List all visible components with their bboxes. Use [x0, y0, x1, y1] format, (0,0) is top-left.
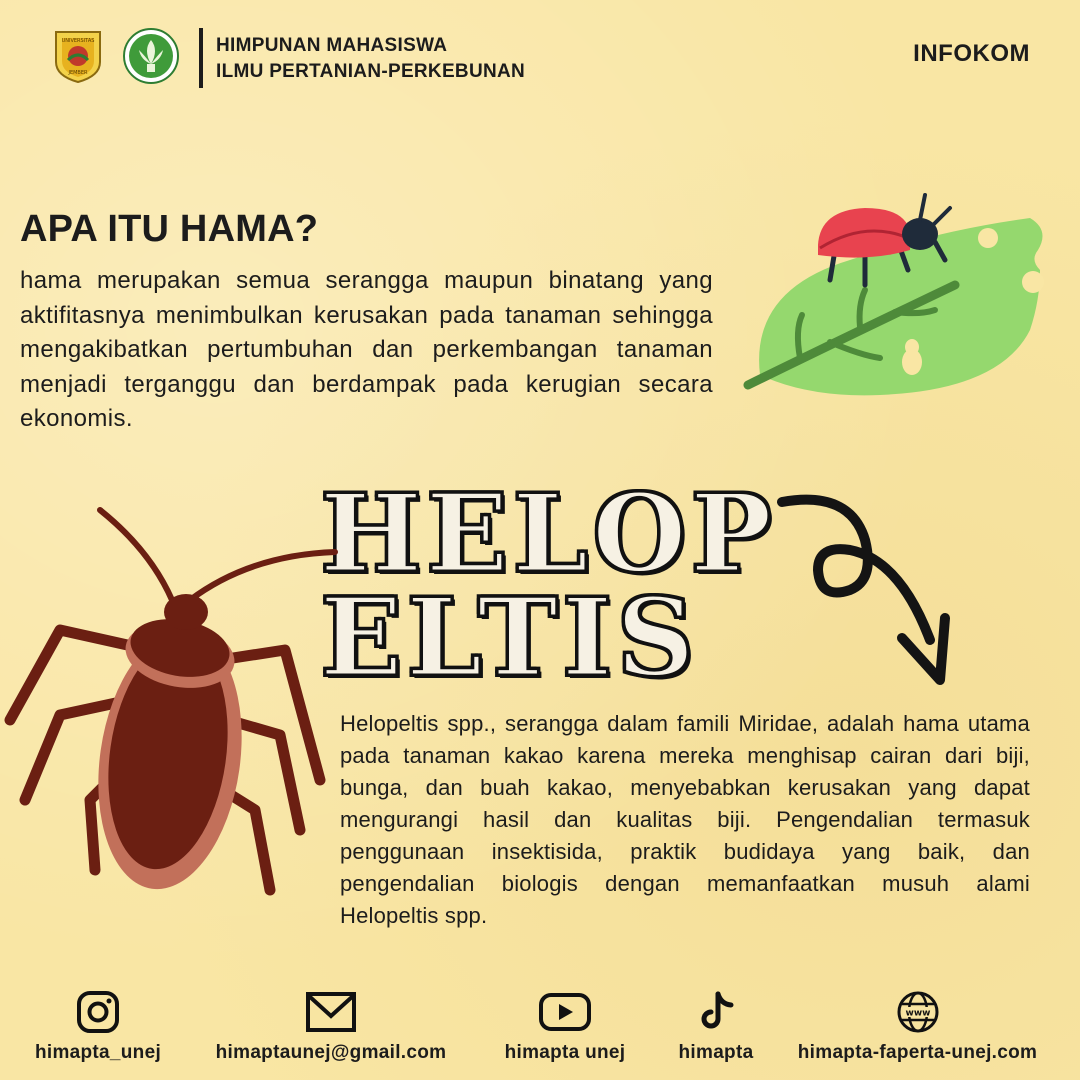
footer-youtube[interactable]	[495, 990, 635, 1064]
intro-body: hama merupakan semua serangga maupun binatang yang aktifitasnya menimbulkan kerusakan pada tanaman sehingga mengakibatkan pertumbuhan dan perkembangan tanaman menjadi terganggu dan berdampak pada kerugian secara ekonomis.	[20, 267, 713, 432]
feature-title-line1: HELOP	[320, 471, 776, 597]
globe-icon-text: www	[905, 1008, 930, 1019]
feature-body: Helopeltis spp., serangga dalam famili Miridae, adalah hama utama pada tanaman kakao karena mereka menghisap cairan dari biji, bunga, dan buah kakao, menyebabkan kerusakan yang dapat mengurangi hasil dan kualitas biji. Pengendalian termasuk penggunaan insektisida, praktik budidaya yang baik, dan pengendalian biologis dengan memanfaatkan musuh alami Helopeltis spp.	[340, 711, 1030, 928]
beetle-on-leaf-illustration	[740, 190, 1050, 400]
tiktok-handle: himapta	[678, 1042, 754, 1063]
footer-instagram[interactable]	[28, 990, 168, 1064]
footer-tiktok[interactable]	[666, 990, 766, 1064]
himapta-logo	[123, 28, 179, 84]
cockroach-illustration	[0, 500, 340, 900]
instagram-icon	[76, 990, 120, 1034]
org-name-line2: ILMU PERTANIAN-PERKEBUNAN	[216, 61, 526, 82]
feature-title	[320, 471, 776, 701]
tiktok-icon	[694, 990, 738, 1034]
header-divider	[199, 28, 203, 88]
website-url: himapta-faperta-unej.com	[797, 1042, 1038, 1063]
email-address: himaptaunej@gmail.com	[215, 1042, 447, 1063]
logo1-top-text: UNIVERSITAS	[61, 38, 95, 44]
instagram-handle: himapta_unej	[34, 1042, 162, 1063]
email-icon	[305, 990, 357, 1034]
org-name	[216, 33, 525, 85]
org-name-line1: HIMPUNAN MAHASISWA	[216, 35, 448, 56]
intro-title: APA ITU HAMA?	[20, 208, 319, 250]
section-tag: INFOKOM	[913, 40, 1030, 67]
youtube-icon	[538, 990, 592, 1034]
logo1-bottom-text: JEMBER	[68, 70, 88, 76]
university-jember-logo	[50, 28, 106, 84]
footer-email[interactable]	[205, 990, 457, 1064]
footer-website[interactable]	[780, 990, 1055, 1064]
curly-arrow-icon	[770, 490, 960, 690]
globe-icon	[896, 990, 940, 1034]
feature-title-line2: ELTIS	[320, 575, 699, 701]
youtube-channel: himapta unej	[504, 1042, 626, 1063]
